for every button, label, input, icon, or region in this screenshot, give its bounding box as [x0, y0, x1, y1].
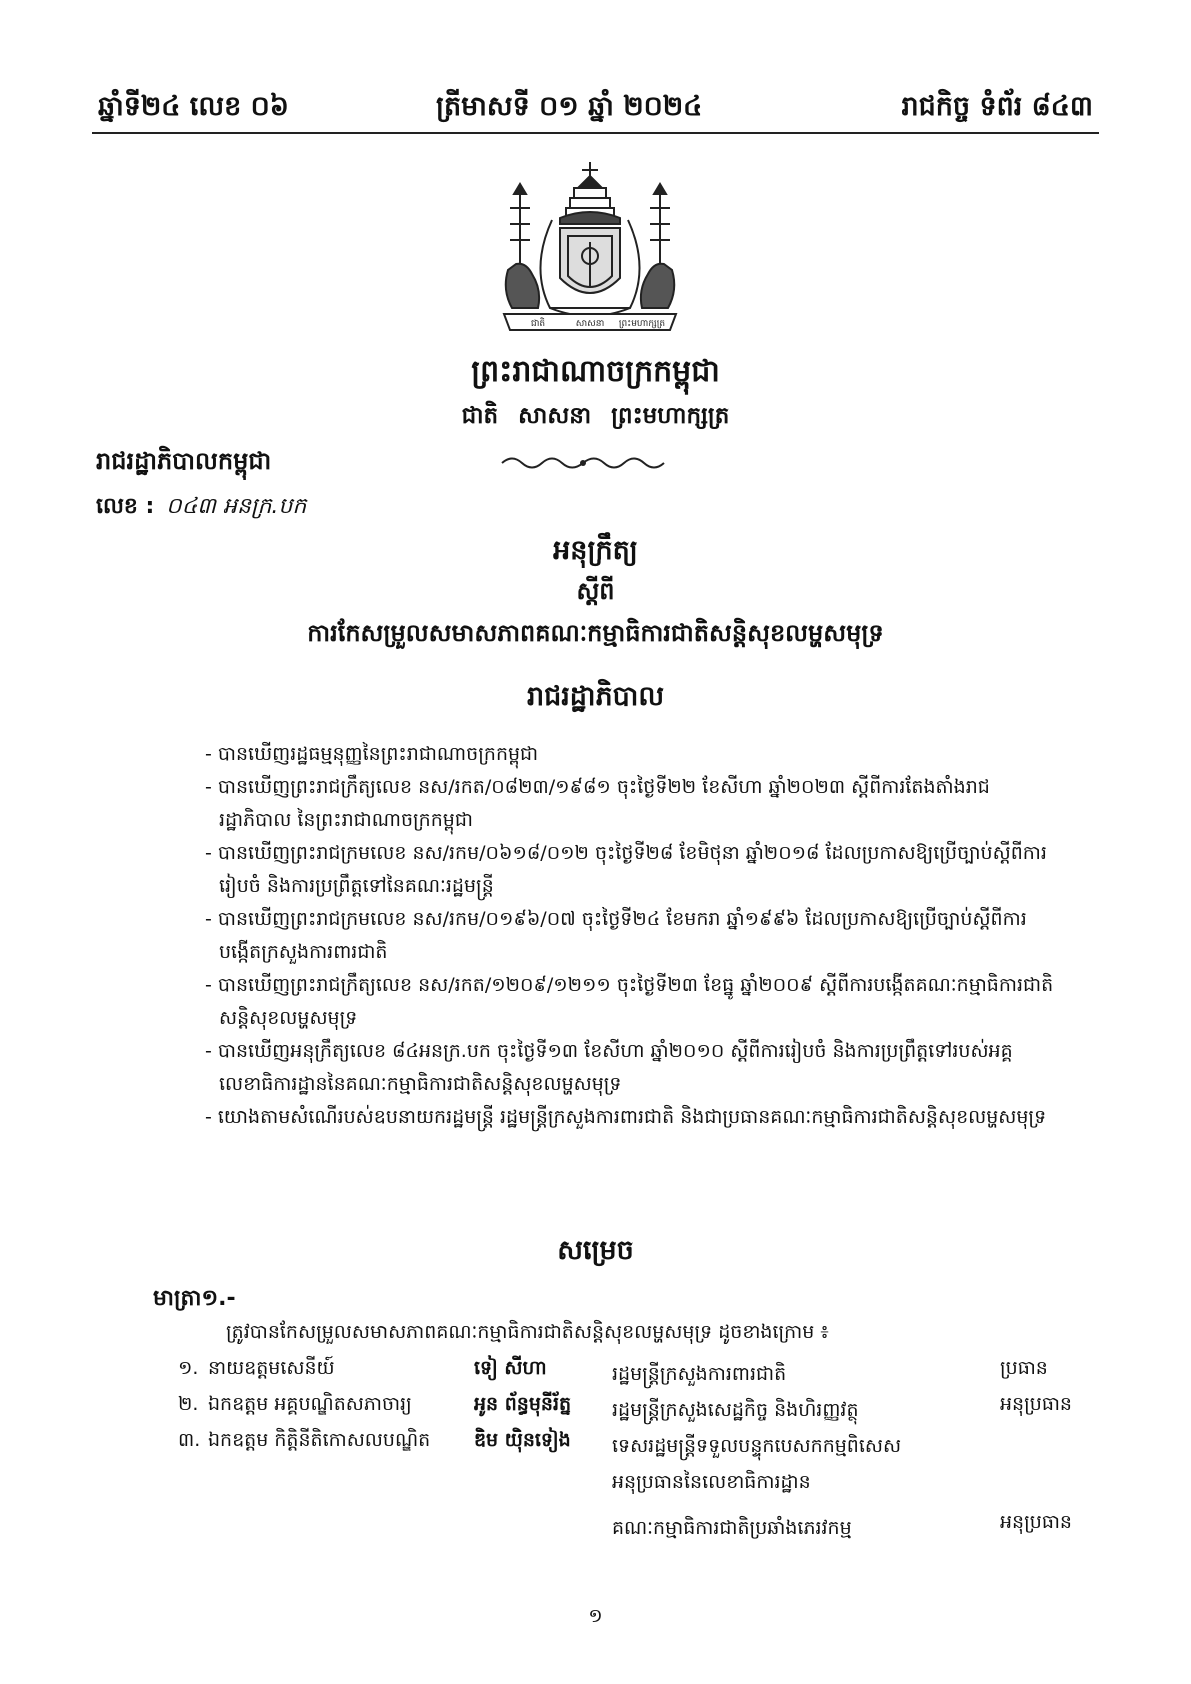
member-row [0, 1356, 1191, 1392]
member-number: ២. [178, 1393, 199, 1415]
member-name: អូន ព័ន្ធមុនីរ័ត្ន [474, 1393, 572, 1415]
document-subject: ការកែសម្រួលសមាសភាពគណៈកម្មាធិការជាតិសន្តិសុខលម្ហសមុទ្រ [307, 619, 884, 647]
consideration-item: - បានឃើញរដ្ឋធម្មនុញ្ញនៃព្រះរាជាណាចក្រកម្ពុជា [205, 743, 539, 765]
consideration-item: - បានឃើញព្រះរាជក្រឹត្យលេខ នស/រកត/១២០៩/១២១១ ចុះថ្ងៃទី២៣ ខែធ្នូ ឆ្នាំ២០០៩ ស្តីពីការបង្កើតគណៈកម្មាធិការជាតិសន្តិសុខលម្ហសមុទ្រ [205, 974, 1054, 1029]
member-position [612, 1428, 901, 1500]
issuing-government: រាជរដ្ឋាភិបាលកម្ពុជា [96, 447, 272, 475]
members-list [0, 1356, 1191, 1542]
member-name: ឌិម យ៉ិនទៀង [474, 1429, 571, 1451]
reference-number [96, 492, 306, 524]
consideration-item: - បានឃើញព្រះរាជក្រមលេខ នស/រកម/០៦១៨/០១២ ចុះថ្ងៃទី២៨ ខែមិថុនា ឆ្នាំ២០១៨ ដែលប្រកាសឱ្យប្រើច្បាប់ស្តីពីការរៀបចំ និងការប្រព្រឹត្តទៅនៃគណៈរដ្ឋមន្ត្រី [205, 842, 1047, 897]
page-number: ១ [588, 1605, 603, 1627]
header-rule [92, 132, 1099, 134]
ornament-divider-icon [498, 454, 668, 472]
member-position-line1: ទេសរដ្ឋមន្ត្រីទទួលបន្ទុកបេសកកម្មពិសេស [612, 1435, 902, 1457]
concerning-label: ស្តីពី [576, 577, 615, 605]
member-name: ទៀ សីហា [474, 1357, 547, 1379]
header-issue: ឆ្នាំទី២៤ លេខ ០៦ [98, 91, 289, 122]
member-row [0, 1506, 1191, 1542]
member-role: ប្រធាន [1000, 1357, 1048, 1379]
kingdom-name: ព្រះរាជាណាចក្រកម្ពុជា [471, 354, 720, 389]
national-motto: ជាតិ សាសនា ព្រះមហាក្សត្រ [461, 403, 730, 429]
decision-heading: សម្រេច [557, 1235, 634, 1266]
member-number: ៣. [178, 1429, 201, 1451]
member-role: អនុប្រធាន [1000, 1393, 1072, 1415]
consideration-item: - បានឃើញព្រះរាជក្រឹត្យលេខ នស/រកត/០៨២៣/១៩៨១ ចុះថ្ងៃទី២២ ខែសីហា ឆ្នាំ២០២៣ ស្តីពីការតែងតាំងរាជរដ្ឋាភិបាល នៃព្រះរាជាណាចក្រកម្ពុជា [205, 776, 990, 831]
royal-coat-of-arms-icon [490, 158, 690, 342]
member-position: រដ្ឋមន្ត្រីក្រសួងសេដ្ឋកិច្ច និងហិរញ្ញវត្ថុ [612, 1399, 859, 1421]
emblem-ribbon-left: ជាតិ [530, 319, 546, 329]
article-label: មាត្រា១.- [153, 1286, 236, 1311]
emblem-ribbon-center: សាសនា [575, 319, 605, 329]
member-title: នាយឧត្តមសេនីយ៍ [208, 1357, 335, 1379]
article-text: ត្រូវបានកែសម្រួលសមាសភាពគណៈកម្មាធិការជាតិសន្តិសុខលម្ហសមុទ្រ ដូចខាងក្រោម ៖ [226, 1321, 829, 1343]
member-title: ឯកឧត្តម កិត្តិនីតិកោសលបណ្ឌិត [208, 1429, 431, 1451]
member-row [0, 1428, 1191, 1506]
member-position-line2: អនុប្រធាននៃលេខាធិការដ្ឋាន [612, 1471, 811, 1493]
reference-value: ០៤៣ អនក្រ.បក [166, 494, 307, 519]
document-type: អនុក្រឹត្យ [553, 535, 638, 566]
member-row [0, 1392, 1191, 1428]
member-number: ១. [178, 1357, 199, 1379]
emblem-ribbon-right: ព្រះមហាក្សត្រ [618, 319, 666, 329]
header-page: រាជកិច្ច ទំព័រ ៨៤៣ [901, 91, 1093, 122]
issuer-heading: រាជរដ្ឋាភិបាល [526, 681, 665, 712]
member-position: គណៈកម្មាធិការជាតិប្រឆាំងភេរវកម្ម [612, 1517, 852, 1539]
considerations-list [205, 738, 1055, 1134]
member-role: អនុប្រធាន [1000, 1511, 1072, 1533]
reference-label: លេខ : [96, 494, 155, 519]
gazette-header [92, 82, 1099, 134]
header-quarter: ត្រីមាសទី ០១ ឆ្នាំ ២០២៤ [436, 91, 703, 122]
consideration-item: - បានឃើញអនុក្រឹត្យលេខ ៨៤អនក្រ.បក ចុះថ្ងៃទី១៣ ខែសីហា ឆ្នាំ២០១០ ស្តីពីការរៀបចំ និងការប្រព្រឹត្តទៅរបស់អគ្គលេខាធិការដ្ឋាននៃគណៈកម្មាធិការជាតិសន្តិសុខលម្ហសមុទ្រ [205, 1040, 1013, 1095]
consideration-item: - បានឃើញព្រះរាជក្រមលេខ នស/រកម/០១៩៦/០៧ ចុះថ្ងៃទី២៤ ខែមករា ឆ្នាំ១៩៩៦ ដែលប្រកាសឱ្យប្រើច្បាប់ស្តីពីការបង្កើតក្រសួងការពារជាតិ [205, 908, 1027, 963]
consideration-item: - យោងតាមសំណើរបស់ឧបនាយករដ្ឋមន្ត្រី រដ្ឋមន្ត្រីក្រសួងការពារជាតិ និងជាប្រធានគណៈកម្មាធិការជាតិសន្តិសុខលម្ហសមុទ្រ [205, 1106, 1047, 1128]
member-title: ឯកឧត្តម អគ្គបណ្ឌិតសភាចារ្យ [208, 1393, 412, 1415]
member-position: រដ្ឋមន្ត្រីក្រសួងការពារជាតិ [612, 1363, 787, 1385]
